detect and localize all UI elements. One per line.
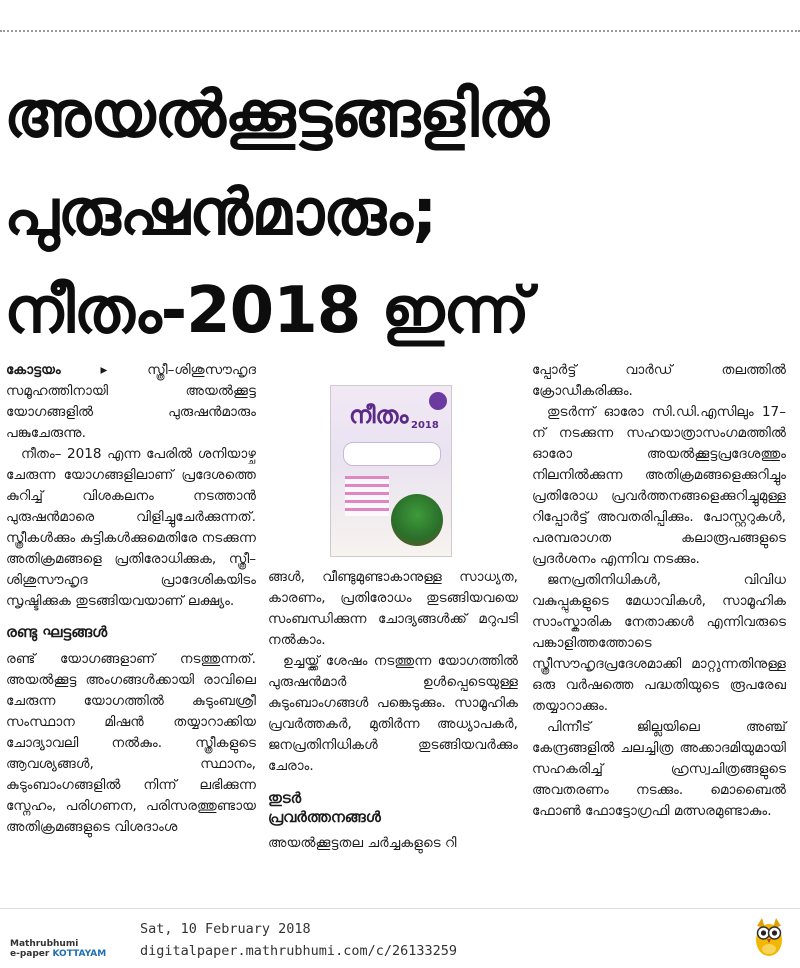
paragraph: ഉച്ചയ്ക്ക് ശേഷം നടത്തുന്ന യോഗത്തിൽ പുരുഷൻമാർ ഉൾപ്പെടെയുള്ള കുടുംബാംഗങ്ങൾ പങ്കെടുക്കും. സാമൂഹിക പ്രവർത്തകർ, മുതിർന്ന അധ്യാപകർ, ജനപ്രതിനിധികൾ തുടങ്ങിയവർക്കും ചേരാം. [268,653,518,774]
photo-tree-illustration [391,494,443,546]
subheading [268,789,518,827]
article-column-2 [268,567,518,854]
paragraph: അയൽക്കൂട്ടതല ചർച്ചകളുടെ റി [268,835,457,851]
dateline: കോട്ടയം [6,362,61,378]
headline-line-1: അയൽക്കൂട്ടങ്ങളിൽ [4,78,549,152]
paragraph: പിന്നീട് ജില്ലയിലെ അഞ്ച് കേന്ദ്രങ്ങളിൽ ചലച്ചിത്ര അക്കാദമിയുമായി സഹകരിച്ച് ഹ്രസ്വചിത്രങ്ങളുടെ അവതരണം നടക്കും. മൊബൈൽ ഫോൺ ഫോട്ടോഗ്രഫി മത്സരമുണ്ടാകും. [532,719,786,819]
dateline-arrow-icon: ▸ [100,362,108,378]
article-link[interactable]: digitalpaper.mathrubhumi.com/c/26133259 [140,943,457,959]
subheading-line-2: പ്രവർത്തനങ്ങൾ [268,808,381,826]
subheading: രണ്ടു ഘട്ടങ്ങൾ [6,623,108,641]
page-footer [0,908,800,968]
article-column-3 [532,360,786,822]
headline-line-2: പുരുഷൻമാരും; [4,176,437,250]
paragraph: തുടർന്ന് ഓരോ സി.ഡി.എസിലും 17–ന് നടക്കുന്ന സഹയാത്രാസംഗമത്തിൽ ഓരോ അയൽക്കൂട്ടപ്രദേശത്തും നിലനിൽക്കുന്ന അതിക്രമങ്ങളെക്കുറിച്ചും പ്രതിരോധ പ്രവർത്തനങ്ങളെക്കുറിച്ചുമുള്ള റിപ്പോർട്ട് അവതരിപ്പിക്കും. പോസ്റ്ററുകൾ, പരമ്പരാഗത കലാരൂപങ്ങളുടെ പ്രദർശനം എന്നിവ നടക്കും. [532,404,786,567]
photo-logo-circle [429,392,447,410]
section-divider [0,30,800,32]
paragraph: ങ്ങൾ, വീണ്ടുമുണ്ടാകാനുള്ള സാധ്യത, കാരണം, പ്രതിരോധം തുടങ്ങിയവയെ സംബന്ധിക്കുന്ന ചോദ്യങ്ങൾക്ക് മറുപടി നൽകാം. [268,569,518,648]
paragraph: പ്പോർട്ട് വാർഡ് തലത്തിൽ ക്രോഡീകരിക്കും. [532,362,786,399]
paragraph: രണ്ട് യോഗങ്ങളാണ് നടത്തുന്നത്. അയൽക്കൂട്ട അംഗങ്ങൾക്കായി രാവിലെ ചേരുന്ന യോഗത്തിൽ കുടുംബശ്രീ സംസ്ഥാന മിഷൻ തയ്യാറാക്കിയ ചോദ്യാവലി നൽകും. സ്ത്രീകളുടെ ആവശ്യങ്ങൾ, സ്ഥാനം, കുടുംബാംഗങ്ങളിൽ നിന്ന് ലഭിക്കുന്ന സ്നേഹം, പരിഗണന, പരിസരത്തുണ്ടായ അതിക്രമങ്ങളുടെ വിശദാംശ [6,651,256,835]
logo-brand: Mathrubhumi [10,939,79,949]
paragraph: നീതം– 2018 എന്ന പേരിൽ ശനിയാഴ്ച ചേരുന്ന യോഗങ്ങളിലാണ് പ്രദേശത്തെ കുറിച്ച് വിശകലനം നടത്താൻ പുരുഷൻമാരെ വിളിച്ചുചേർക്കുന്നത്. സ്ത്രീകൾക്കും കുട്ടികൾക്കുമെതിരേ നടക്കുന്ന അതിക്രമങ്ങളെ പ്രതിരോധിക്കുക, സ്ത്രീ–ശിശുസൗഹൃദ പ്രാദേശികയിടം സൃഷ്ടിക്കുക തുടങ്ങിയവയാണ് ലക്ഷ്യം. [6,446,256,609]
photo-year: 2018 [411,420,439,431]
owl-mascot-icon [754,916,784,958]
headline-line-3: നീതം-2018 ഇന്ന് [4,274,529,348]
publication-date: Sat, 10 February 2018 [140,921,311,937]
photo-title: നീതം [349,400,409,429]
article-photo [330,385,452,557]
previous-article-strip [0,0,800,12]
photo-list [345,476,389,516]
headline [4,66,794,360]
subheading-line-1: തുടർ [268,789,302,807]
logo-sub: e-paper [10,949,50,959]
article-column-1 [6,360,256,838]
paragraph: ജനപ്രതിനിധികൾ, വിവിധ വകുപ്പുകളുടെ മേധാവികൾ, സാമൂഹിക സാംസ്കാരിക നേതാക്കൾ എന്നിവരുടെ പങ്കാളിത്തത്തോടെ സ്ത്രീസൗഹൃദപ്രദേശമാക്കി മാറ്റുന്നതിനുള്ള ഒരു വർഷത്തെ പദ്ധതിയുടെ രൂപരേഖ തയ്യാറാക്കും. [532,572,786,714]
photo-banner [343,442,441,466]
logo-edition: KOTTAYAM [52,949,107,959]
epaper-logo[interactable] [10,939,106,959]
paragraph: സ്ത്രീ–ശിശുസൗഹൃദ സമൂഹത്തിനായി അയൽക്കൂട്ട യോഗങ്ങളിൽ പുരുഷൻമാരും പങ്കുചേരുന്നു. [6,362,257,441]
